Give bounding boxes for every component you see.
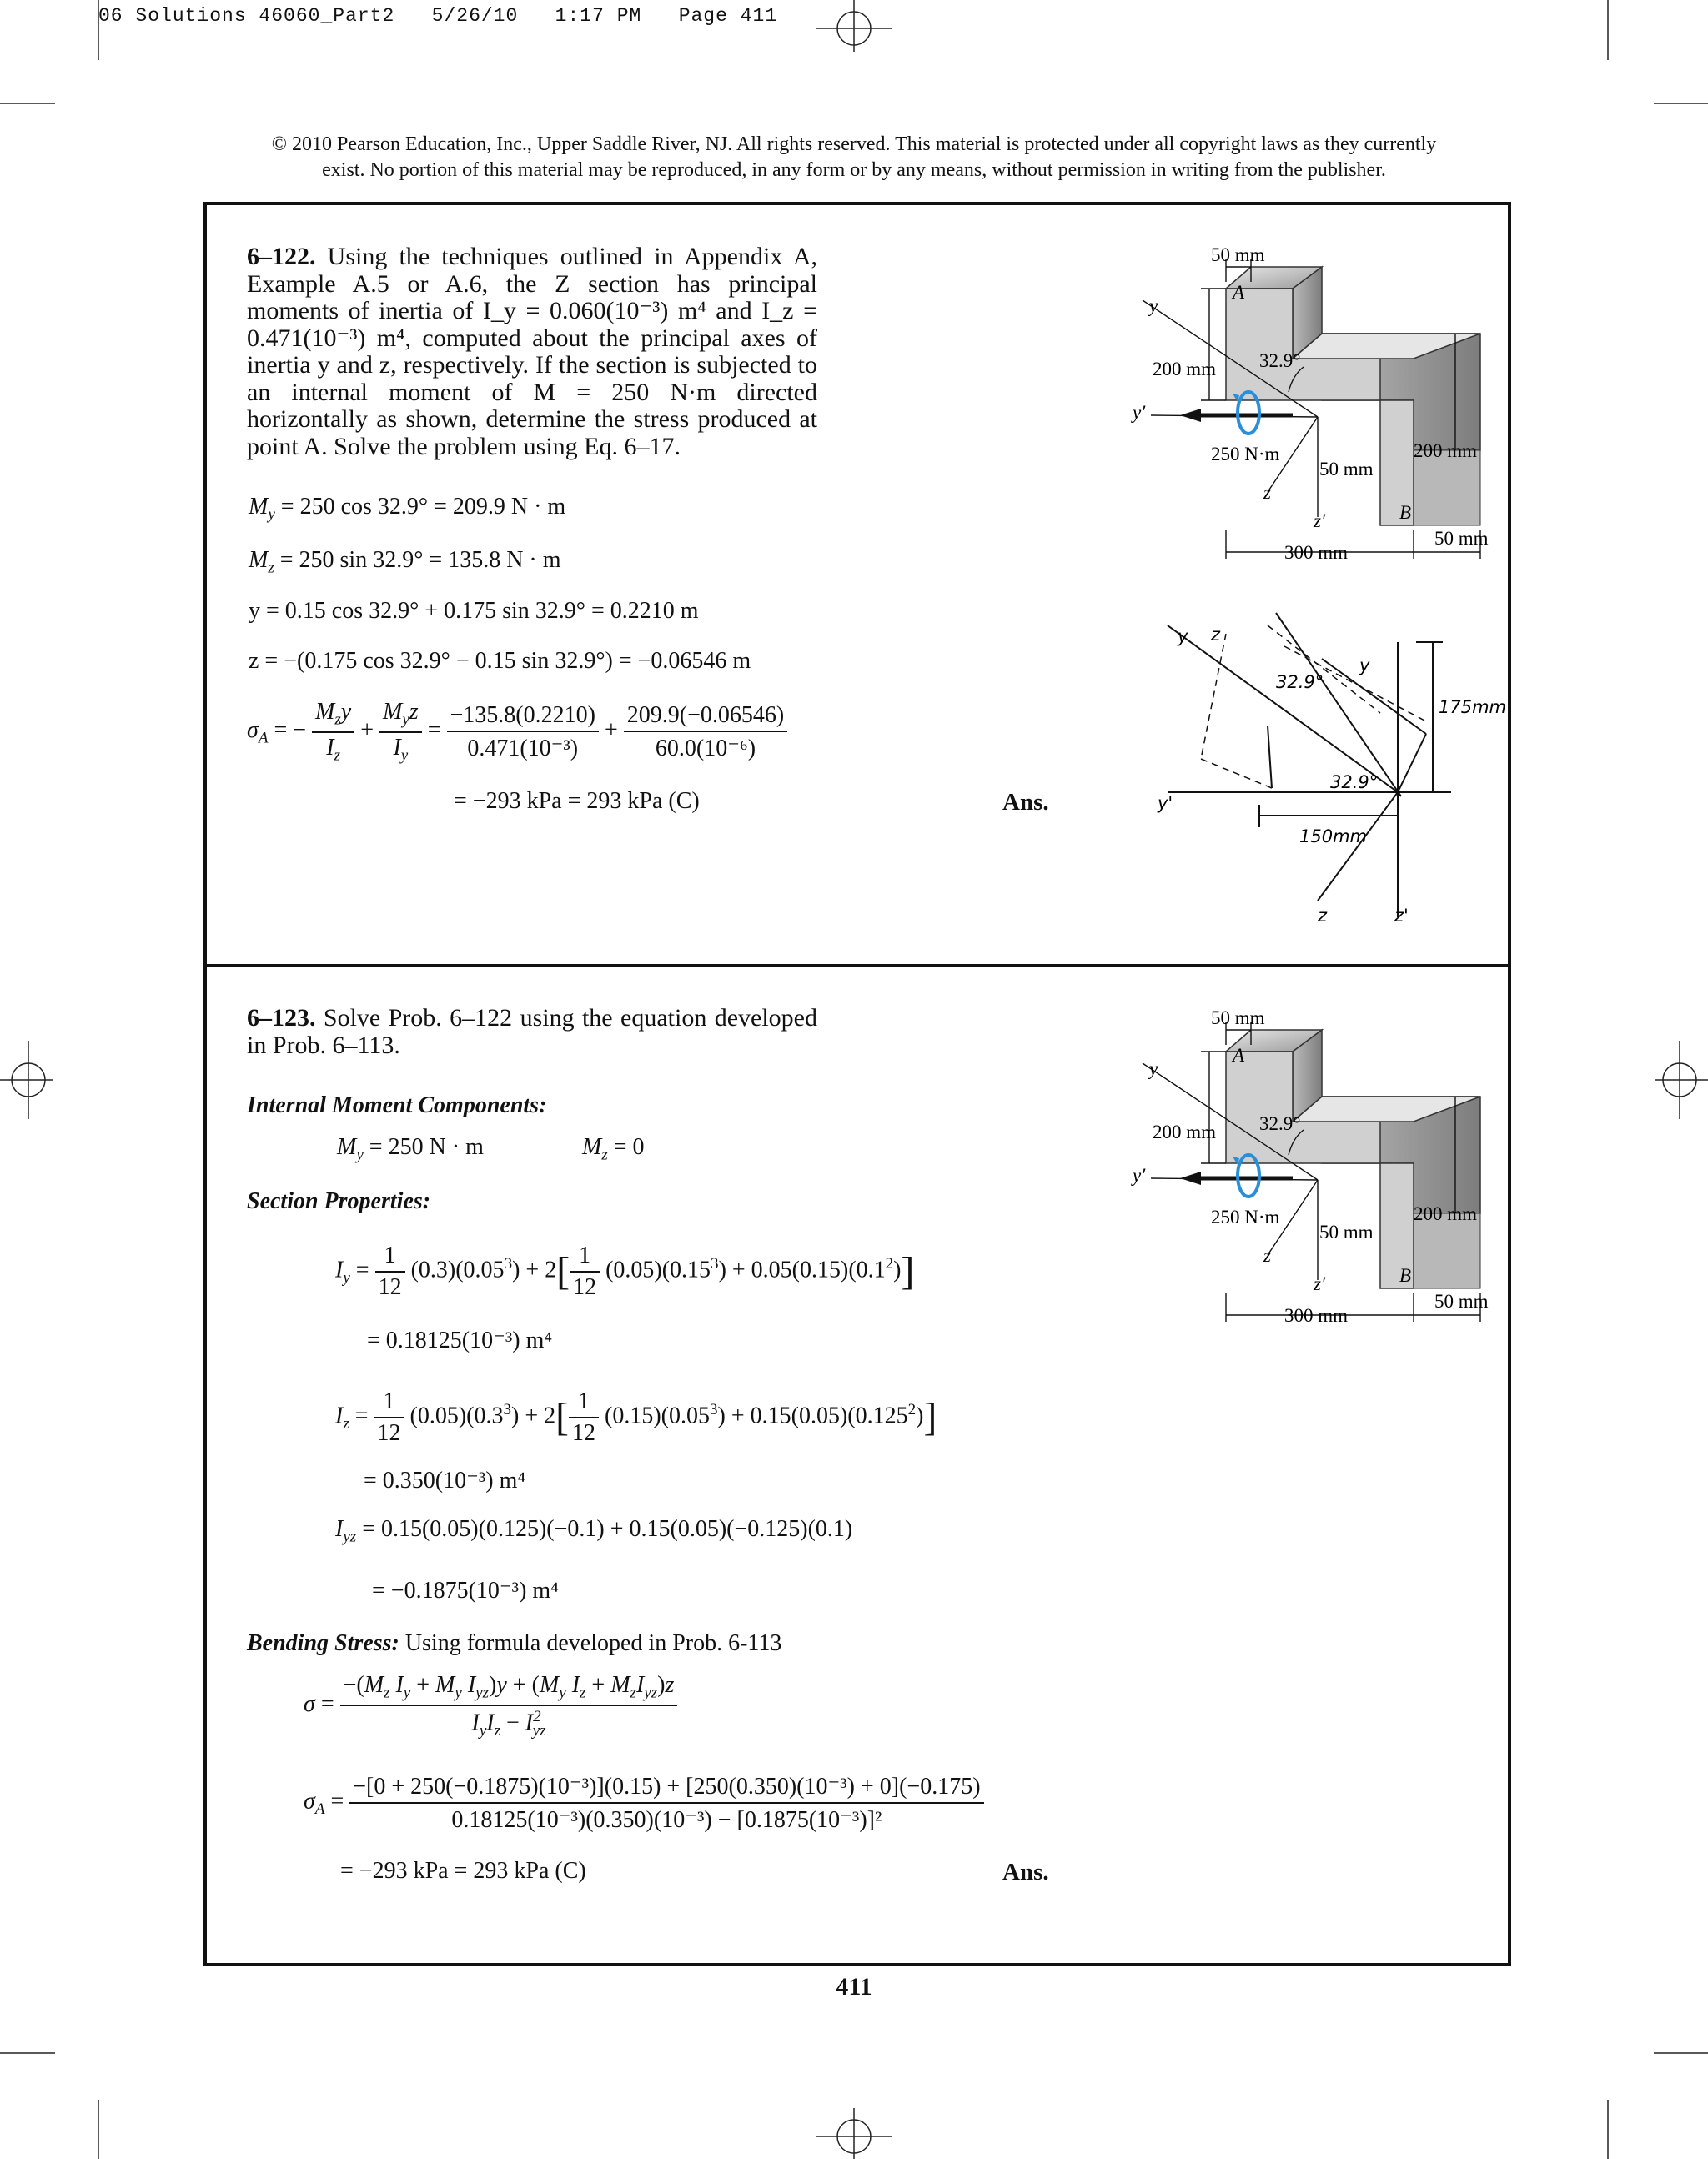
fig1-label-z: z <box>1263 482 1271 503</box>
fig2-dim-300: 300 mm <box>1284 1305 1349 1326</box>
fig2-dim-50-right: 50 mm <box>1434 1291 1489 1312</box>
fig1-label-B: B <box>1399 502 1412 523</box>
fig1-label-zprime: z′ <box>1314 510 1325 531</box>
fig1-dim-200-right: 200 mm <box>1414 440 1478 461</box>
fig2-label-zprime: z′ <box>1314 1273 1325 1294</box>
fig2-moment: 250 N·m <box>1211 1207 1280 1228</box>
copyright-line-1: © 2010 Pearson Education, Inc., Upper Saddle River, NJ. All rights reserved. This material is protected under all copyright laws as they currently <box>271 133 1437 155</box>
fig2-dim-50-top: 50 mm <box>1211 1007 1265 1028</box>
fig1-moment: 250 N·m <box>1211 444 1280 464</box>
sketch-label-z-2: z <box>1318 906 1328 926</box>
print-slug: 06 Solutions 46060_Part2 5/26/10 1:17 PM Page 411 <box>98 5 778 27</box>
copyright-notice <box>125 132 1583 183</box>
sketch-label-y-2: y <box>1359 655 1370 675</box>
eq-mz-123: $M_z = 0$ <box>582 1134 645 1164</box>
sketch-angle-2: 32.9° <box>1330 772 1379 792</box>
fig1-angle: 32.9° <box>1259 350 1301 371</box>
eq-z-122: z = −(0.175 cos 32.9° − 0.15 sin 32.9°) = −0.06546 m <box>249 648 751 674</box>
sketch-label-y: y <box>1178 626 1188 646</box>
problem-123-number: 6–123. <box>247 1004 316 1032</box>
problem-122-text: Using the techniques outlined in Appendix A, Example A.5 or A.6, the Z section has principal moments of inertia of I_y = 0.060(10⁻³) m⁴ and I_z = 0.471(10⁻³) m⁴, computed about the principal axes of inertia y and z, respectively. If the section is subjected to an internal moment of M = 250 N·m directed horizontally as shown, determine the stress produced at point A. Solve the problem using Eq. 6–17. <box>247 243 817 460</box>
z-section-figure-122 <box>1126 242 1493 567</box>
result-123: = −293 kPa = 293 kPa (C) <box>340 1858 586 1884</box>
problem-123-statement <box>247 1005 817 1059</box>
fig2-angle: 32.9° <box>1259 1113 1301 1134</box>
sketch-label-z: z <box>1211 625 1221 645</box>
eq-iyz: $I_{yz} = 0.15(0.05)(0.125)(-0.1) + 0.15(0.05)(-0.125)(0.1)$ <box>335 1516 853 1546</box>
eq-sigma-A-123: $\sigma_A$ = −[0 + 250(−0.1875)(10⁻³)](0.15) + [250(0.350)(10⁻³) + 0](−0.175) 0.18125(10⁻³)(0.350)(10⁻³) − [0.1875(10⁻³)]² <box>304 1772 984 1834</box>
fig1-dim-50-right: 50 mm <box>1434 528 1489 549</box>
heading-section-properties: Section Properties: <box>247 1188 431 1214</box>
fig2-label-z: z <box>1263 1245 1271 1266</box>
eq-y-122: y = 0.15 cos 32.9° + 0.175 sin 32.9° = 0.2210 m <box>249 598 699 624</box>
problem-123-text: Solve Prob. 6–122 using the equation developed in Prob. 6–113. <box>247 1004 817 1059</box>
registration-mark-right <box>1655 1041 1708 1119</box>
eq-iz: $I_z$ = $\frac{1}{12}$ $(0.05)(0.3^3) + 2$[ $\frac{1}{12}$ $(0.15)(0.05^3) + 0.15(0.05)(0.125^2)$] <box>335 1388 937 1446</box>
eq-mz-122: $M_z = 250$ sin 32.9° = 135.8 N · m <box>249 547 561 577</box>
eq-sigma-122: $\sigma_A$ = − $\frac{M_zy}{I_z}$ + $\frac{M_yz}{I_y}$ = $\frac{-135.8(0.2210)}{\text{0.471(10⁻³)}}$ + $\frac{209.9(-0.06546)}{\text{60.0(10⁻⁶)}}$ <box>247 699 787 765</box>
problem-122-number: 6–122. <box>247 243 316 270</box>
eq-my-123: $M_y = 250$ N · m <box>337 1134 484 1164</box>
fig2-label-A: A <box>1233 1045 1245 1066</box>
heading-internal-moment: Internal Moment Components: <box>247 1092 547 1118</box>
page-number: 411 <box>836 1973 872 2001</box>
fig2-label-B: B <box>1399 1265 1412 1286</box>
fig1-label-y: y <box>1149 295 1158 316</box>
z-section-figure-123 <box>1126 1005 1493 1330</box>
iy-result: = 0.18125(10⁻³) m⁴ <box>367 1328 553 1353</box>
fig2-label-yprime: y′ <box>1133 1165 1146 1186</box>
fig2-dim-50-mid: 50 mm <box>1319 1222 1374 1243</box>
fig2-dim-200-right: 200 mm <box>1414 1203 1478 1224</box>
problem-122-statement <box>247 244 817 460</box>
iyz-result: = −0.1875(10⁻³) m⁴ <box>372 1578 559 1604</box>
sketch-label-yprime: y' <box>1158 793 1173 813</box>
registration-mark-left <box>0 1041 53 1119</box>
sketch-dim-175: 175mm <box>1439 697 1506 717</box>
copyright-line-2: exist. No portion of this material may be reproduced, in any form or by any means, without permission in writing from the publisher. <box>322 159 1386 181</box>
fig1-dim-50-top: 50 mm <box>1211 244 1265 265</box>
heading-bending-stress: Bending Stress: Using formula developed in Prob. 6-113 <box>247 1630 782 1656</box>
fig1-label-yprime: y′ <box>1133 402 1146 423</box>
fig1-dim-300: 300 mm <box>1284 542 1349 563</box>
iz-result: = 0.350(10⁻³) m⁴ <box>364 1468 526 1494</box>
eq-my-122: $M_y = 250$ cos 32.9° = 209.9 N · m <box>249 494 566 524</box>
registration-mark-bottom <box>816 2108 892 2159</box>
eq-iy: $I_y$ = $\frac{1}{12}$ $(0.3)(0.05^3) + 2$[ $\frac{1}{12}$ $(0.05)(0.15^3) + 0.05(0.15)(0.1^2)$] <box>335 1243 915 1300</box>
answer-label-123: Ans. <box>1002 1859 1049 1885</box>
fig2-label-y: y <box>1149 1058 1158 1079</box>
sketch-label-zprime: z' <box>1394 906 1409 926</box>
sketch-angle-1: 32.9° <box>1276 672 1324 692</box>
fig2-dim-200-left: 200 mm <box>1153 1122 1217 1142</box>
hand-sketch-122 <box>1151 600 1506 934</box>
registration-mark-top <box>816 0 892 52</box>
fig1-label-A: A <box>1233 282 1245 303</box>
fig1-dim-200-left: 200 mm <box>1153 359 1217 379</box>
result-122: = −293 kPa = 293 kPa (C) <box>454 788 700 814</box>
sketch-dim-150: 150mm <box>1299 826 1367 846</box>
eq-sigma-general: σ = $\frac{-(M_z I_y + M_y I_{yz})y + (M_y I_z + M_zI_{yz})z}{I_yI_z - I^2_{yz}}$ <box>304 1672 677 1740</box>
fig1-dim-50-mid: 50 mm <box>1319 459 1374 479</box>
answer-label-122: Ans. <box>1002 789 1049 816</box>
